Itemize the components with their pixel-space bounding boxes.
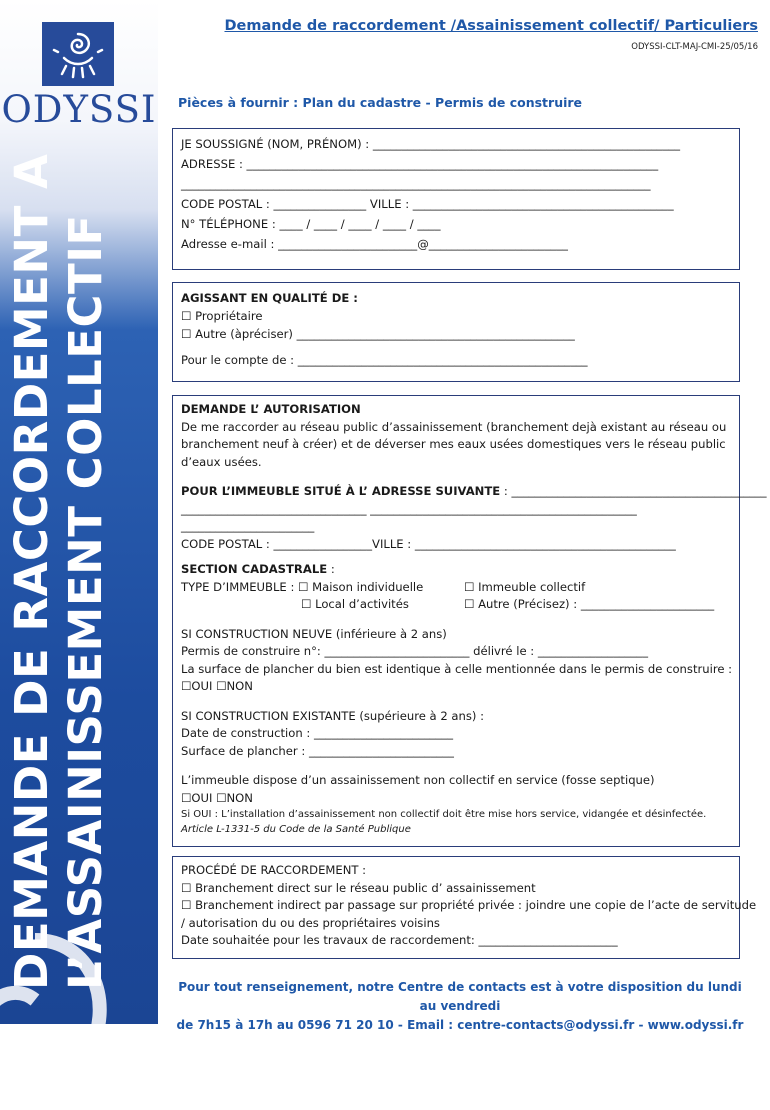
capacity-title: AGISSANT EN QUALITÉ DE : [181,291,358,305]
building-address-field[interactable] [181,483,767,501]
contact-footer [170,978,750,1035]
authorisation-section [172,395,767,847]
document-ref: ODYSSI-CLT-MAJ-CMI-25/05/16 [631,42,758,52]
building-type-label: TYPE D’IMMEUBLE : [181,579,295,594]
swirl-decoration [0,920,130,1110]
document-title: Demande de raccordement /Assainissement collectif/ Particuliers [224,18,758,34]
building-address-line: : ____________________________________________ [500,484,767,498]
building-permit-field[interactable]: Permis de construire n°: _________________________ délivré le : ___________________ [181,644,648,658]
collective-checkbox[interactable]: ☐ Immeuble collectif [464,579,586,594]
house-checkbox[interactable]: ☐ Maison individuelle [298,579,424,594]
building-type-row-1 [181,579,731,597]
law-article: Article L-1331-5 du Code de la Santé Publique [181,824,411,835]
surface-question: La surface de plancher du bien est identique à celle mentionnée dans le permis de construire : [181,661,733,676]
building-address-label: POUR L’IMMEUBLE SITUÉ À L’ ADRESSE SUIVANTE [181,484,501,498]
direct-connection-checkbox[interactable]: ☐ Branchement direct sur le réseau public d’ assainissement [181,880,536,895]
phone-field[interactable]: N° TÉLÉPHONE : ____ / ____ / ____ / ____ / ____ [181,217,441,231]
email-field[interactable]: Adresse e-mail : ________________________@________________________ [181,237,568,251]
authorisation-text-3: d’eaux usées. [181,454,262,469]
authorisation-text-2: branchement neuf à créer) et de déverser mes eaux usées domestiques vers le réseau public [181,437,726,451]
building-type-row-2 [181,596,731,614]
other-type-checkbox[interactable]: ☐ Autre (Précisez) : _______________________ [464,597,715,611]
new-construction-title: SI CONSTRUCTION NEUVE (inférieure à 2 ans) [181,626,447,641]
existing-construction-title: SI CONSTRUCTION EXISTANTE (supérieure à 2 ans) : [181,708,485,723]
construction-date-field[interactable]: Date de construction : ________________________ [181,726,454,740]
logo-text: ODYSSI [1,88,157,131]
required-documents: Pièces à fournir : Plan du cadastre - Permis de construire [178,95,583,110]
business-checkbox[interactable]: ☐ Local d’activités [301,597,409,611]
sidebar-title [5,153,155,990]
sidebar-title-line1: DEMANDE DE RACCORDEMENT A [5,153,58,990]
other-checkbox[interactable]: ☐ Autre (àpréciser) ________________________________________________ [181,327,575,341]
connection-section [172,856,757,959]
desired-date-field[interactable]: Date souhaitée pour les travaux de raccordement: ________________________ [181,933,618,947]
septic-question: L’immeuble dispose d’un assainissement non collectif en service (fosse septique) [181,773,655,787]
building-address-2[interactable]: ________________________________ ______________________________________________ [181,501,637,516]
indirect-connection-note: / autorisation du ou des propriétaires voisins [181,915,440,930]
surface-yes-no[interactable]: ☐OUI ☐NON [181,679,253,693]
connection-title: PROCÉDÉ DE RACCORDEMENT : [181,863,367,877]
cadastral-section[interactable] [181,561,731,579]
footer-line-2: de 7h15 à 17h au 0596 71 20 10 - Email : centre-contacts@odyssi.fr - www.odyssi.fr [176,1018,744,1032]
address-field-2[interactable]: _________________________________________________________________________________ [181,177,651,191]
capacity-section [172,282,740,382]
septic-yes-no[interactable]: ☐OUI ☐NON [181,790,253,805]
footer-line-1: Pour tout renseignement, notre Centre de contacts est à votre disposition du lundi au vendredi [178,980,742,1013]
applicant-section [172,128,740,270]
sidebar [0,0,158,1024]
authorisation-text-1: De me raccorder au réseau public d’assainissement (branchement dejà existant au réseau ou [181,419,727,434]
cadastral-colon: : [327,562,335,576]
indirect-connection-checkbox[interactable]: ☐ Branchement indirect par passage sur propriété privée : joindre une copie de l’acte de servitude [181,898,757,912]
name-field[interactable]: JE SOUSSIGNÉ (NOM, PRÉNOM) : _____________________________________________________ [181,137,681,151]
floor-area-field[interactable]: Surface de plancher : _________________________ [181,743,454,758]
cadastral-label: SECTION CADASTRALE [181,562,328,576]
logo-emblem [42,22,114,86]
septic-note: Si OUI : L’installation d’assainissement non collectif doit être mise hors service, vidangée et désinfectée. [181,809,707,820]
on-behalf-field[interactable]: Pour le compte de : __________________________________________________ [181,353,588,367]
authorisation-title: DEMANDE L’ AUTORISATION [181,402,361,416]
sidebar-title-line2: L’ASSAINISSEMENT COLLECTIF [59,214,112,990]
building-address-3[interactable]: _______________________ [181,519,315,533]
building-postal-city[interactable]: CODE POSTAL : _________________VILLE : _____________________________________________ [181,536,676,551]
address-field[interactable]: ADRESSE : _______________________________________________________________________ [181,157,659,171]
owner-checkbox[interactable]: ☐ Propriétaire [181,309,263,323]
spiral-icon [42,22,114,86]
postal-city-field[interactable]: CODE POSTAL : ________________ VILLE : _____________________________________________ [181,197,674,211]
